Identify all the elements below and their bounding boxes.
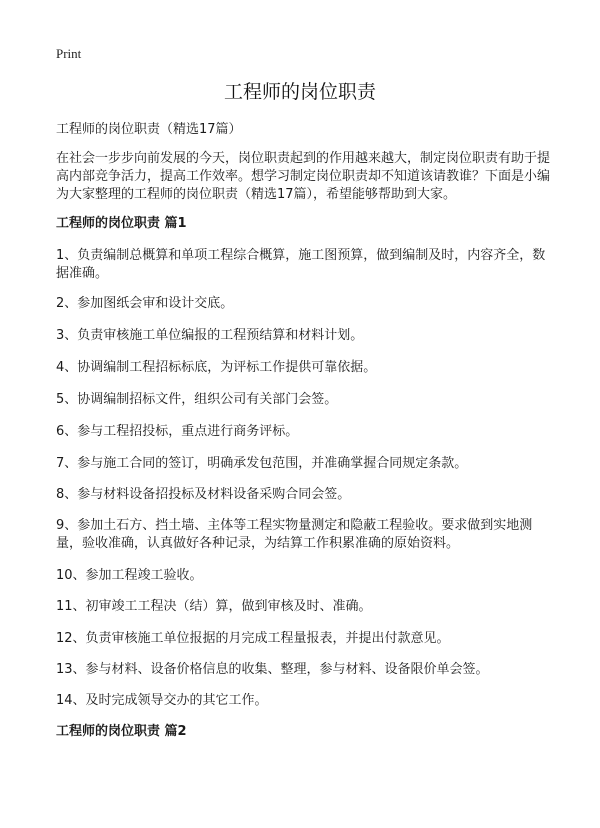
list-item: 11、初审竣工工程决（结）算，做到审核及时、准确。 <box>56 599 372 614</box>
list-item: 12、负责审核施工单位报据的月完成工程量报表，并提出付款意见。 <box>56 631 450 646</box>
page-title: 工程师的岗位职责 <box>223 81 376 103</box>
list-item: 13、参与材料、设备价格信息的收集、整理，参与材料、设备限价单会签。 <box>56 662 489 677</box>
list-item: 9、参加土石方、挡土墙、主体等工程实物量测定和隐蔽工程验收。要求做到实地测量，验收准确，认真做好各种记录，为结算工作积累准确的原始资料。 <box>56 518 533 551</box>
section-heading-1: 工程师的岗位职责 篇1 <box>56 216 187 231</box>
list-item: 7、参与施工合同的签订，明确承发包范围，并准确掌握合同规定条款。 <box>56 456 468 471</box>
list-item: 5、协调编制招标文件，组织公司有关部门会签。 <box>56 392 338 407</box>
list-item: 4、协调编制工程招标标底，为评标工作提供可靠依据。 <box>56 360 377 375</box>
list-item: 6、参与工程招投标，重点进行商务评标。 <box>56 424 299 439</box>
list-item: 8、参与材料设备招投标及材料设备采购合同会签。 <box>56 487 351 502</box>
print-link[interactable]: Print <box>56 46 82 61</box>
list-item: 1、负责编制总概算和单项工程综合概算，施工图预算，做到编制及时，内容齐全，数据准确。 <box>56 248 546 281</box>
list-item: 14、及时完成领导交办的其它工作。 <box>56 693 268 708</box>
list-item: 10、参加工程竣工验收。 <box>56 568 203 583</box>
intro-paragraph: 在社会一步步向前发展的今天，岗位职责起到的作用越来越大，制定岗位职责有助于提高内部竞争活力，提高工作效率。想学习制定岗位职责却不知道该请教谁？下面是小编为大家整理的工程师的岗位职责（精选17篇），希望能够帮助到大家。 <box>56 151 551 202</box>
section-heading-2: 工程师的岗位职责 篇2 <box>56 724 187 739</box>
list-item: 3、负责审核施工单位编报的工程预结算和材料计划。 <box>56 328 364 343</box>
document-subtitle: 工程师的岗位职责（精选17篇） <box>56 122 242 137</box>
list-item: 2、参加图纸会审和设计交底。 <box>56 296 234 311</box>
